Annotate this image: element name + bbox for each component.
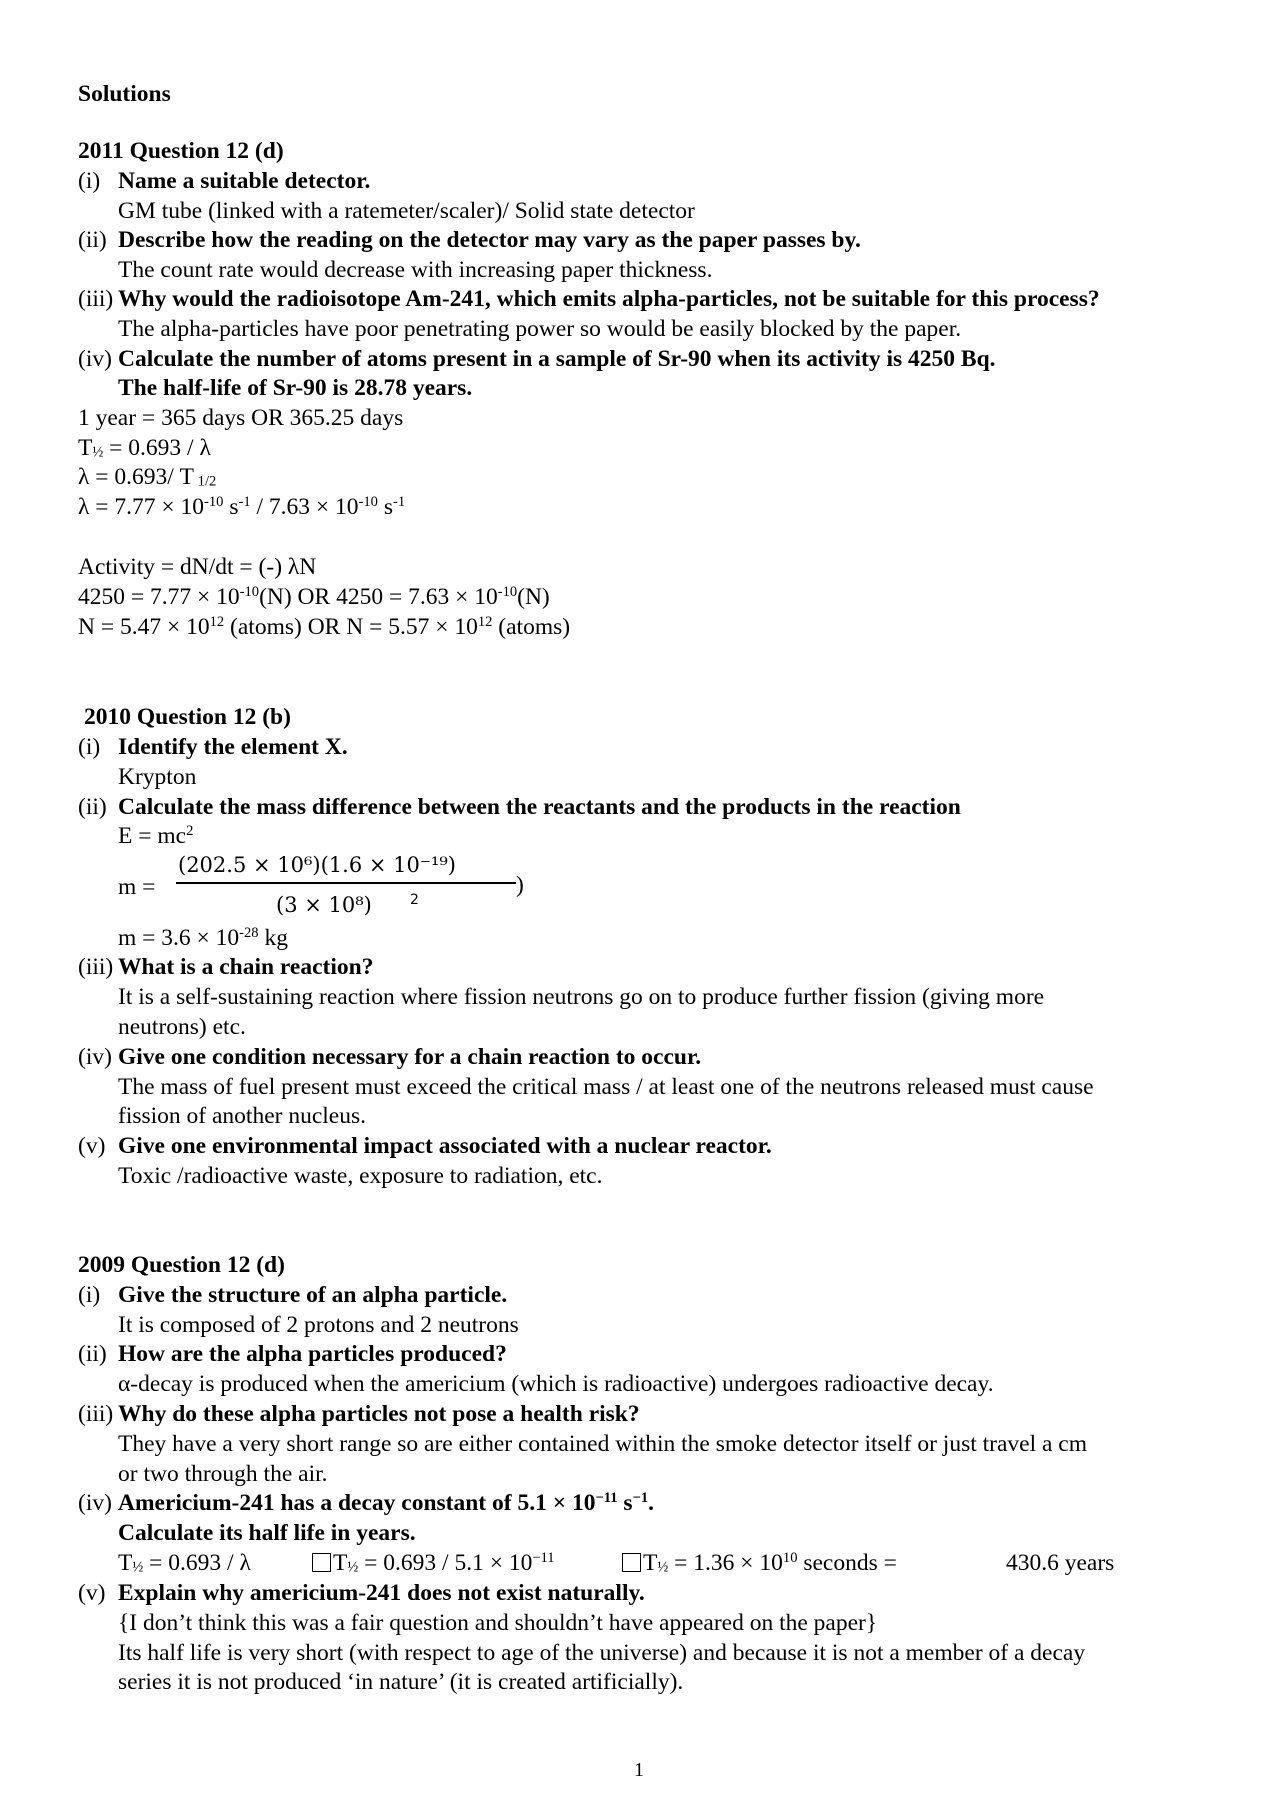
question-2009-v: (v) Explain why americium-241 does not exist naturally.	[78, 1580, 645, 1606]
question-2010-ii: (ii) Calculate the mass difference between the reactants and the products in the reaction	[78, 794, 961, 820]
answer-2009-iii-line1: They have a very short range so are either contained within the smoke detector itself or just travel a cm	[118, 1431, 1088, 1457]
question-2009-iv-line2: Calculate its half life in years.	[118, 1520, 416, 1546]
checkbox-glyph	[622, 1553, 641, 1572]
m-label: m =	[118, 874, 156, 900]
answer-2009-ii: α-decay is produced when the americium (which is radioactive) undergoes radioactive decay.	[118, 1371, 994, 1397]
question-2009-ii: (ii) How are the alpha particles produced?	[78, 1341, 507, 1367]
answer-2011-ii: The count rate would decrease with increasing paper thickness.	[118, 257, 713, 283]
answer-2010-iv-line1: The mass of fuel present must exceed the critical mass / at least one of the neutrons released must cause	[118, 1074, 1094, 1100]
working-2011-3: λ = 0.693/ T $_{1/2}$	[78, 464, 217, 490]
mass-result: $m = 3.6 \times 10^{-28}$ kg	[118, 925, 288, 951]
calc-2009-step3: $T_{\frac{1}{2}} = 1.36 \times 10^{10}$ seconds =	[622, 1552, 897, 1576]
working-2011-5: Activity = dN/dt = (-) λN	[78, 554, 317, 580]
fraction-close-paren: )	[516, 872, 524, 898]
question-2011-i: (i) Name a suitable detector.	[78, 168, 371, 194]
page-heading: Solutions	[78, 81, 171, 107]
question-2010-i: (i) Identify the element X.	[78, 734, 348, 760]
answer-2009-v-line1: {I don’t think this was a fair question and shouldn’t have appeared on the paper}	[118, 1610, 878, 1636]
question-2009-i: (i) Give the structure of an alpha particle.	[78, 1282, 508, 1308]
question-2011-iv: (iv) Calculate the number of atoms present in a sample of Sr-90 when its activity is 4250 Bq.	[78, 346, 996, 372]
fraction-denominator: (3 × 10⁸)	[276, 893, 372, 917]
question-2010-v: (v) Give one environmental impact associated with a nuclear reactor.	[78, 1133, 772, 1159]
answer-2011-iii: The alpha-particles have poor penetrating power so would be easily blocked by the paper.	[118, 316, 962, 342]
answer-2010-iv-line2: fission of another nucleus.	[118, 1103, 367, 1129]
answer-2010-i: Krypton	[118, 764, 197, 790]
calc-2009-result: 430.6 years	[1006, 1550, 1115, 1576]
equation-e-mc2: $E = mc^2$	[118, 823, 194, 849]
working-2011-4: $\lambda = 7.77 \times 10^{-10}$ $s^{-1} / 7.63 \times 10^{-10}$ $s^{-1}$	[78, 494, 406, 520]
working-2011-7: $N = 5.47 \times 10^{12}$ (atoms) OR $N = 5.57 \times 10^{12}$ (atoms)	[78, 614, 571, 640]
answer-2010-iii-line1: It is a self-sustaining reaction where fission neutrons go on to produce further fission (giving more	[118, 984, 1045, 1010]
section-2010-title: 2010 Question 12 (b)	[84, 704, 291, 730]
fraction-bar	[176, 882, 516, 884]
question-2009-iii: (iii) Why do these alpha particles not pose a health risk?	[78, 1401, 640, 1427]
answer-2010-iii-line2: neutrons) etc.	[118, 1014, 246, 1040]
section-2011-title: 2011 Question 12 (d)	[78, 138, 284, 164]
working-2011-2: $T_{\frac{1}{2}} = 0.693 / \lambda$	[78, 435, 211, 461]
calc-2009-step2: $T_{\frac{1}{2}} = 0.693 / 5.1 \times 10^{-11}$	[312, 1552, 555, 1576]
fraction-denominator-exponent: 2	[410, 892, 419, 908]
working-2011-6: $4250 = 7.77 \times 10^{-10}(N)$ OR $4250 = 7.63 \times 10^{-10}(N)$	[78, 584, 550, 610]
question-2010-iii: (iii) What is a chain reaction?	[78, 954, 374, 980]
question-2011-ii: (ii) Describe how the reading on the detector may vary as the paper passes by.	[78, 227, 861, 253]
working-2011-1: 1 year = 365 days OR 365.25 days	[78, 405, 404, 431]
answer-2009-iii-line2: or two through the air.	[118, 1461, 328, 1487]
answer-2009-v-line2: Its half life is very short (with respect to age of the universe) and because it is not a member of a decay	[118, 1640, 1086, 1666]
section-2009-title: 2009 Question 12 (d)	[78, 1252, 285, 1278]
checkbox-glyph	[312, 1553, 331, 1572]
question-2010-iv: (iv) Give one condition necessary for a chain reaction to occur.	[78, 1044, 702, 1070]
fraction-numerator: (202.5 × 10⁶)(1.6 × 10⁻¹⁹)	[178, 853, 456, 877]
answer-2011-i: GM tube (linked with a ratemeter/scaler)/ Solid state detector	[118, 198, 695, 224]
question-2011-iii: (iii) Why would the radioisotope Am-241, which emits alpha-particles, not be suitable for this process?	[78, 286, 1100, 312]
question-2009-iv: (iv) Americium-241 has a decay constant of $5.1 \times 10^{-11}$ $s^{-1}$.	[78, 1490, 655, 1516]
answer-2009-v-line3: series it is not produced ‘in nature’ (it is created artificially).	[118, 1669, 684, 1695]
answer-2009-i: It is composed of 2 protons and 2 neutrons	[118, 1312, 519, 1338]
question-2011-iv-line2: The half-life of Sr-90 is 28.78 years.	[118, 375, 473, 401]
calc-2009-step1: $T_{\frac{1}{2}} = 0.693 / \lambda$	[118, 1550, 251, 1576]
answer-2010-v: Toxic /radioactive waste, exposure to radiation, etc.	[118, 1163, 603, 1189]
page-number: 1	[634, 1759, 644, 1781]
